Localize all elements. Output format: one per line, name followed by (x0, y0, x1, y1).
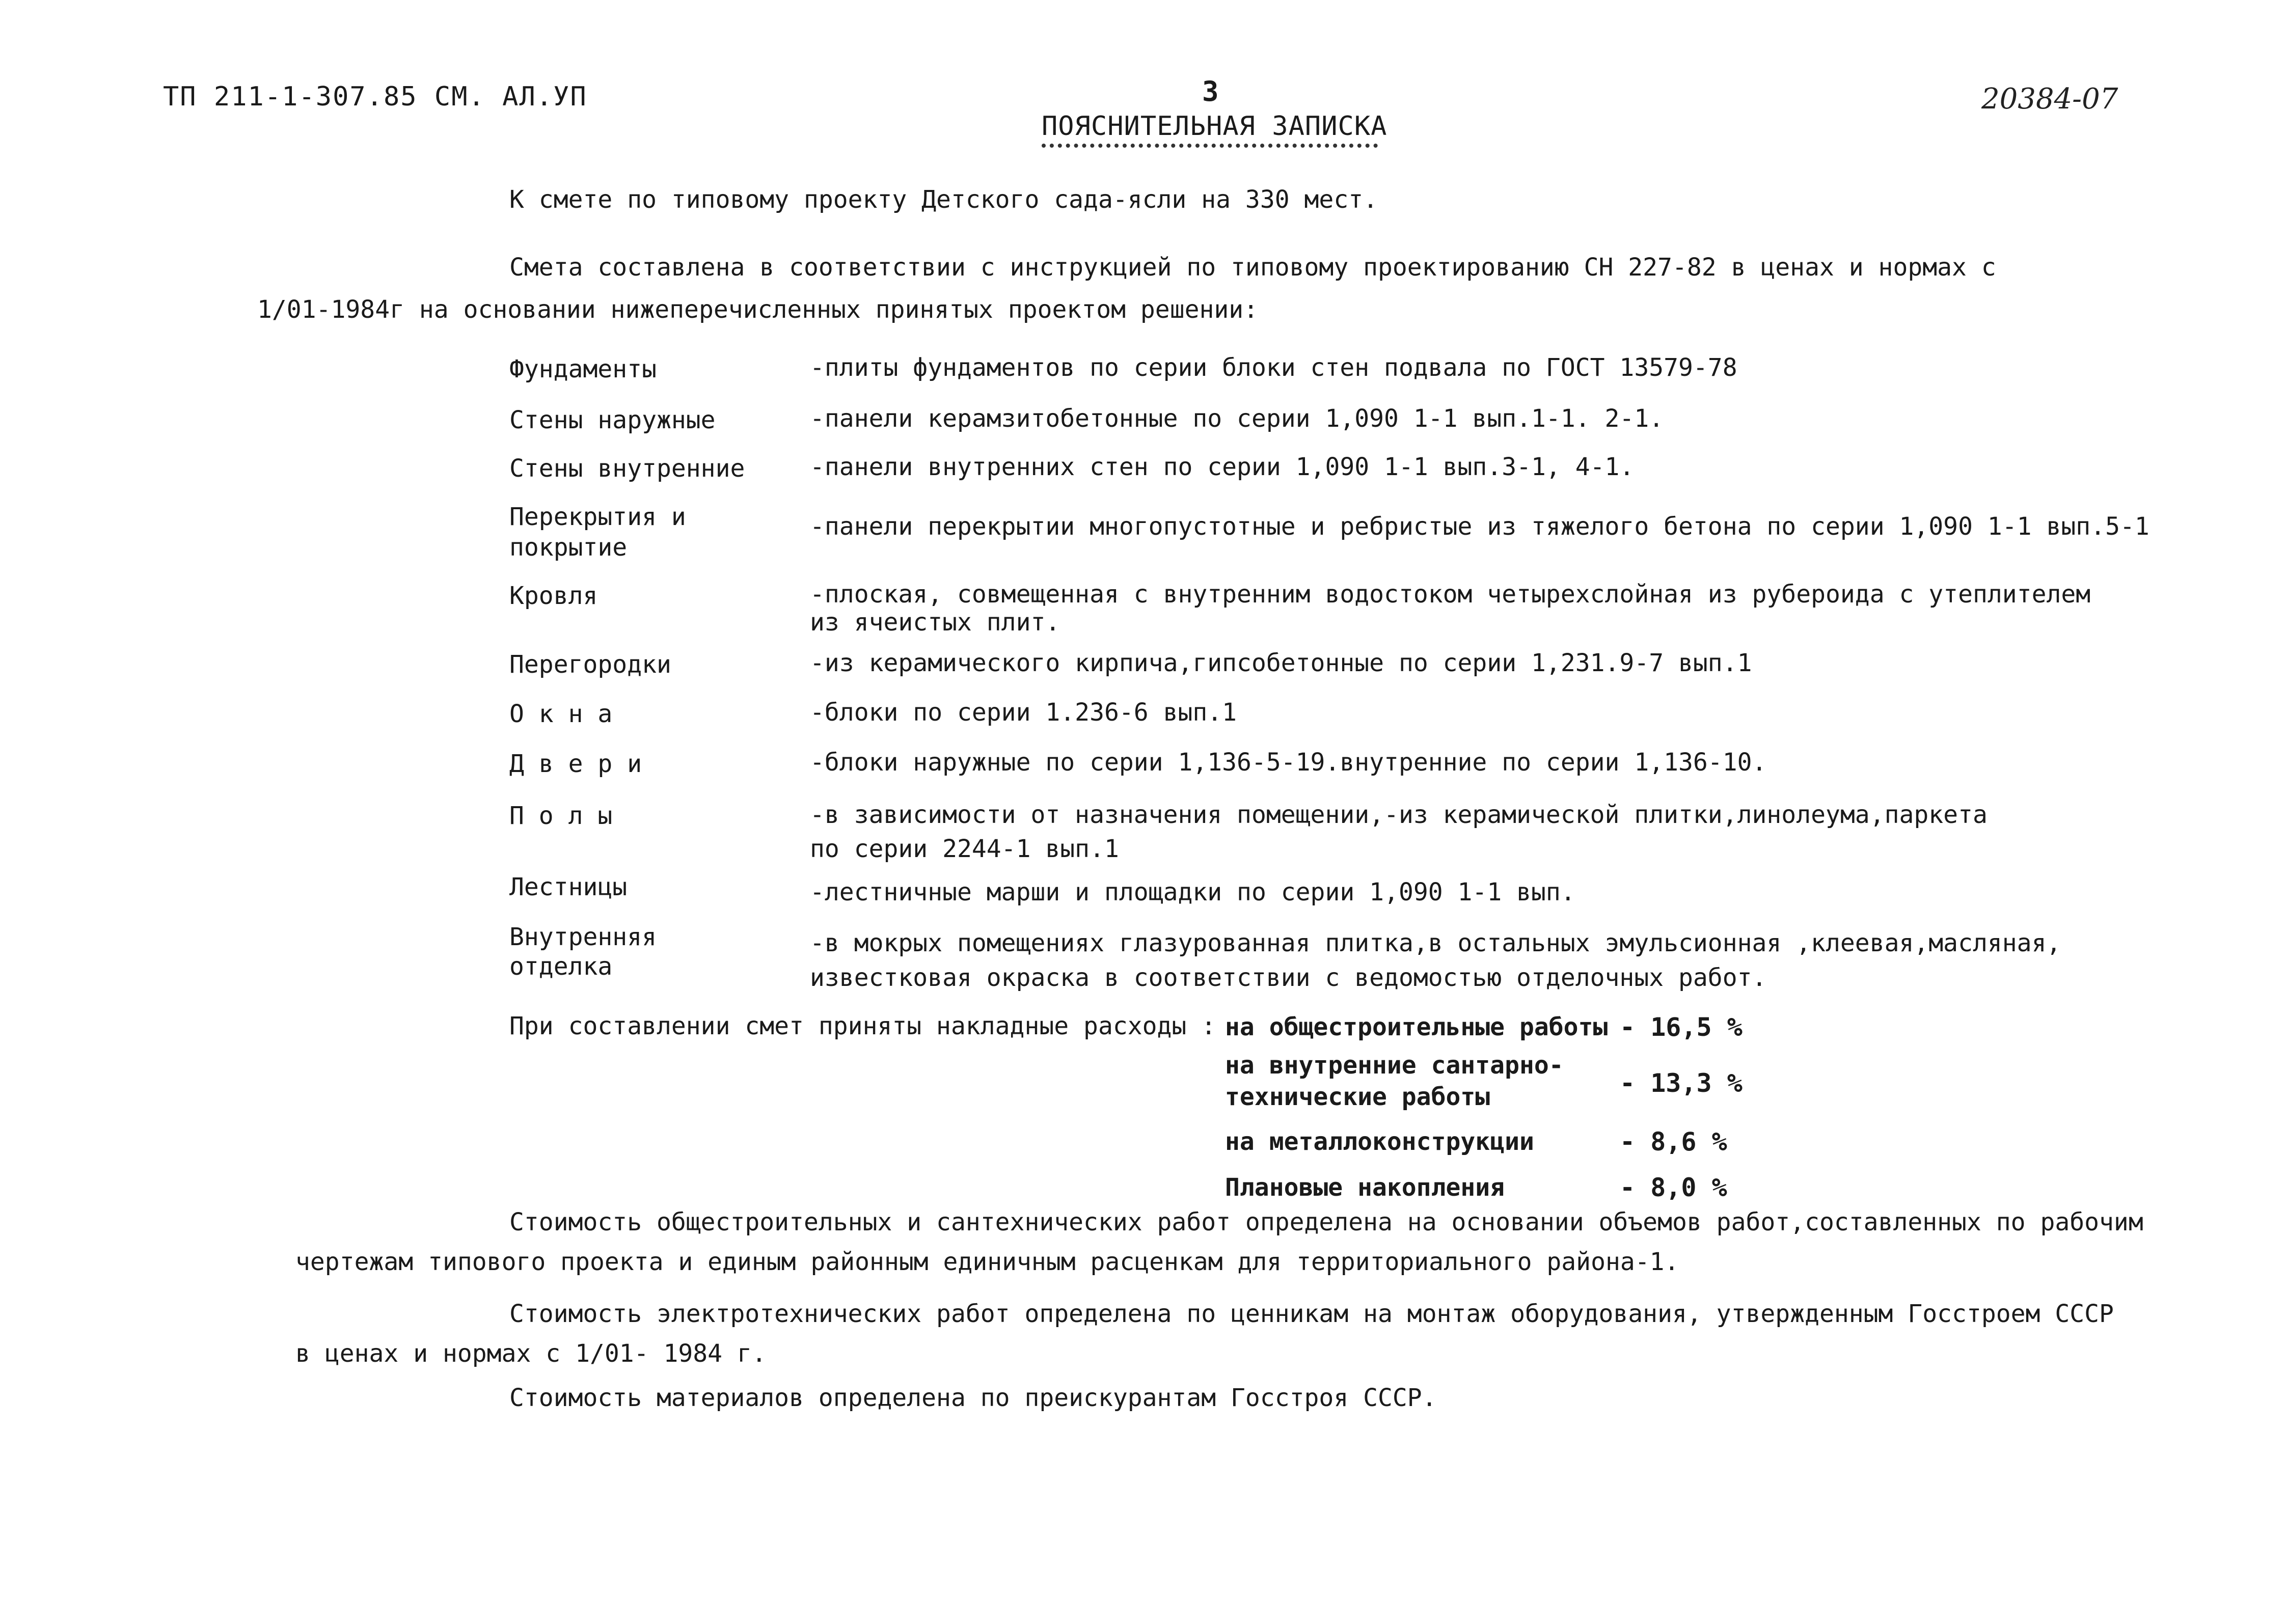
spec-desc-doors: -блоки наружные по серии 1,136-5-19.внутренние по серии 1,136-10. (810, 748, 1767, 777)
paragraph-1-line-2: чертежам типового проекта и единым районным единичным расценкам для территориального района-1. (295, 1248, 1679, 1276)
spec-label-roof: Кровля (509, 582, 598, 610)
spec-desc-partitions: -из керамического кирпича,гипсобетонные по серии 1,231.9-7 вып.1 (810, 649, 1752, 677)
overhead-label-plumbing-2: технические работы (1225, 1083, 1490, 1111)
overheads-intro: При составлении смет приняты накладные расходы : (509, 1012, 1216, 1040)
spec-label-finishing-1: Внутренняя (509, 923, 657, 951)
overhead-label-general: на общестроительные работы (1225, 1013, 1608, 1041)
spec-label-partitions: Перегородки (509, 650, 671, 679)
overhead-label-plumbing-1: на внутренние сантарно- (1225, 1051, 1564, 1080)
spec-desc-floors-roofs: -панели перекрытии многопустотные и ребристые из тяжелого бетона по серии 1,090 1-1 вып.5-1 (810, 512, 2149, 541)
paragraph-3: Стоимость материалов определена по преискурантам Госстроя СССР. (509, 1384, 1437, 1412)
spec-label-floors-roofs-1: Перекрытия и (509, 503, 686, 531)
document-number: 20384-07 (1981, 82, 2118, 116)
title-underline (1042, 144, 1378, 148)
page-number: 3 (1202, 75, 1219, 107)
spec-desc-inner-walls: -панели внутренних стен по серии 1,090 1-1 вып.3-1, 4-1. (810, 453, 1635, 481)
overhead-value-plumbing: - 13,3 % (1620, 1068, 1743, 1098)
spec-desc-finishing-1: -в мокрых помещениях глазурованная плитка,в остальных эмульсионная ,клеевая,масляная, (810, 929, 2061, 957)
overhead-label-metal: на металлоконструкции (1225, 1127, 1534, 1156)
page-title: ПОЯСНИТЕЛЬНАЯ ЗАПИСКА (1042, 111, 1387, 142)
basis-line-2: 1/01-1984г на основании нижеперечисленных принятых проектом решении: (257, 295, 1259, 324)
spec-label-floors-roofs-2: покрытие (509, 533, 628, 562)
spec-label-outer-walls: Стены наружные (509, 406, 716, 434)
spec-desc-roof-2: из ячеистых плит. (810, 608, 1060, 637)
spec-label-inner-walls: Стены внутренние (509, 454, 745, 483)
overhead-value-general: - 16,5 % (1620, 1012, 1743, 1042)
spec-label-finishing-2: отделка (509, 952, 613, 981)
spec-desc-roof-1: -плоская, совмещенная с внутренним водостоком четырехслойная из рубероида с утеплителем (810, 580, 2091, 609)
spec-label-foundations: Фундаменты (509, 355, 657, 383)
spec-label-floors: П о л ы (509, 802, 613, 830)
spec-desc-finishing-2: известковая окраска в соответствии с ведомостью отделочных работ. (810, 964, 1767, 992)
spec-desc-foundations: -плиты фундаментов по серии блоки стен подвала по ГОСТ 13579-78 (810, 353, 1737, 382)
spec-desc-stairs: -лестничные марши и площадки по серии 1,090 1-1 вып. (810, 878, 1575, 906)
spec-desc-windows: -блоки по серии 1.236-6 вып.1 (810, 698, 1237, 727)
paragraph-2-line-1: Стоимость электротехнических работ определена по ценникам на монтаж оборудования, утвержденным Госстроем СССР (509, 1300, 2114, 1328)
spec-label-windows: О к н а (509, 700, 613, 728)
paragraph-2-line-2: в ценах и нормах с 1/01- 1984 г. (295, 1339, 767, 1368)
intro-line: К смете по типовому проекту Детского сада-ясли на 330 мест. (509, 185, 1378, 214)
spec-label-doors: Д в е р и (509, 750, 642, 778)
basis-line-1: Смета составлена в соответствии с инструкцией по типовому проектированию СН 227-82 в ценах и нормах с (509, 253, 1996, 282)
document-code: ТП 211-1-307.85 СМ. АЛ.УП (163, 81, 587, 112)
spec-label-stairs: Лестницы (509, 873, 628, 901)
overhead-value-metal: - 8,6 % (1620, 1127, 1727, 1157)
overhead-label-planned: Плановые накопления (1225, 1173, 1505, 1202)
paragraph-1-line-1: Стоимость общестроительных и сантехнических работ определена на основании объемов работ,составленных по рабочим (509, 1208, 2143, 1236)
overhead-value-planned: - 8,0 % (1620, 1173, 1727, 1202)
spec-desc-outer-walls: -панели керамзитобетонные по серии 1,090 1-1 вып.1-1. 2-1. (810, 404, 1664, 433)
spec-desc-floors-1: -в зависимости от назначения помещении,-из керамической плитки,линолеума,паркета (810, 801, 1988, 829)
spec-desc-floors-2: по серии 2244-1 вып.1 (810, 835, 1119, 863)
